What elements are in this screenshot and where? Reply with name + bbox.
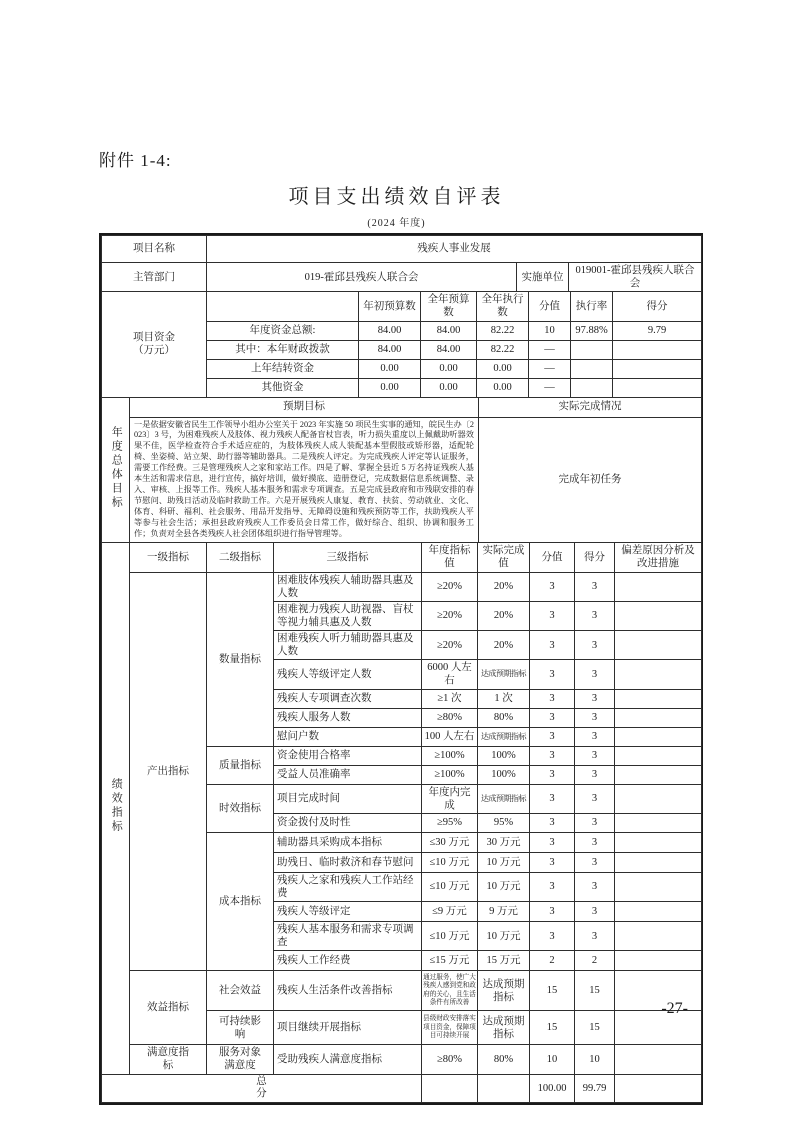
indicator-target: ≥80% bbox=[422, 1045, 478, 1074]
indicator-points: 3 bbox=[575, 902, 615, 922]
total-blank-target bbox=[422, 1074, 478, 1102]
indicator-actual: 达成预期指标 bbox=[478, 660, 530, 689]
department-row bbox=[102, 263, 702, 292]
level2-social: 社会效益 bbox=[207, 971, 274, 1011]
header-level3: 三级指标 bbox=[274, 543, 422, 572]
level2-timeliness: 时效指标 bbox=[207, 784, 274, 832]
funds-row-label-line2: （万元） bbox=[133, 345, 175, 357]
annual-goal-table bbox=[101, 397, 702, 544]
indicator-points: 3 bbox=[575, 689, 615, 708]
funds-col-annual: 全年预算数 bbox=[421, 292, 477, 321]
funds-value: 84.00 bbox=[359, 340, 421, 359]
indicator-name: 困难肢体残疾人辅助器具惠及人数 bbox=[274, 572, 422, 601]
indicator-points: 3 bbox=[575, 813, 615, 832]
project-name-value: 残疾人事业发展 bbox=[207, 236, 702, 263]
indicator-deviation bbox=[615, 813, 702, 832]
indicator-score: 3 bbox=[530, 601, 575, 630]
funds-value bbox=[571, 340, 613, 359]
indicator-points: 3 bbox=[575, 746, 615, 765]
indicator-name: 残疾人之家和残疾人工作站经费 bbox=[274, 872, 422, 901]
impl-value: 019001-霍邱县残疾人联合会 bbox=[569, 263, 702, 292]
funds-value: 0.00 bbox=[477, 359, 529, 378]
funds-value: 9.79 bbox=[613, 321, 702, 340]
indicator-score: 3 bbox=[530, 872, 575, 901]
funds-header-row bbox=[102, 292, 702, 321]
indicator-points: 15 bbox=[575, 1011, 615, 1045]
indicator-score: 3 bbox=[530, 660, 575, 689]
header-level1: 一级指标 bbox=[130, 543, 207, 572]
total-label: 总分 bbox=[102, 1074, 422, 1102]
indicator-target: 年度内完成 bbox=[422, 784, 478, 813]
indicator-row bbox=[102, 1045, 702, 1074]
funds-value: 82.22 bbox=[477, 340, 529, 359]
indicator-name: 慰问户数 bbox=[274, 727, 422, 746]
indicator-score: 2 bbox=[530, 951, 575, 971]
indicator-name: 残疾人生活条件改善指标 bbox=[274, 971, 422, 1011]
total-row bbox=[102, 1074, 702, 1102]
indicator-target: ≥1 次 bbox=[422, 689, 478, 708]
indicator-score: 3 bbox=[530, 746, 575, 765]
total-score: 100.00 bbox=[530, 1074, 575, 1102]
indicator-score: 3 bbox=[530, 689, 575, 708]
page-title: 项目支出绩效自评表 bbox=[288, 186, 505, 208]
project-name-label: 项目名称 bbox=[102, 236, 207, 263]
goal-body-row bbox=[102, 417, 702, 543]
funds-value: 0.00 bbox=[477, 378, 529, 397]
funds-value bbox=[571, 359, 613, 378]
indicator-actual: 20% bbox=[478, 601, 530, 630]
indicator-actual: 1 次 bbox=[478, 689, 530, 708]
indicator-deviation bbox=[615, 746, 702, 765]
indicator-target: ≤15 万元 bbox=[422, 951, 478, 971]
indicator-deviation bbox=[615, 784, 702, 813]
indicator-actual: 15 万元 bbox=[478, 951, 530, 971]
funds-value: 82.22 bbox=[477, 321, 529, 340]
goal-actual-text: 完成年初任务 bbox=[479, 417, 702, 543]
level1-output: 产出指标 bbox=[130, 572, 207, 971]
impl-label: 实施单位 bbox=[517, 263, 569, 292]
indicator-target: ≥20% bbox=[422, 601, 478, 630]
indicator-actual: 80% bbox=[478, 1045, 530, 1074]
indicator-name: 残疾人等级评定 bbox=[274, 902, 422, 922]
level2-cost: 成本指标 bbox=[207, 832, 274, 971]
funds-value: 84.00 bbox=[421, 340, 477, 359]
indicator-deviation bbox=[615, 631, 702, 660]
indicator-score: 3 bbox=[530, 708, 575, 727]
indicator-target: 通过服务，使广大残疾人感到党和政府的关心，且生活条件有所改善 bbox=[422, 971, 478, 1011]
funds-row-label-cell: 其中：本年财政拨款 bbox=[207, 340, 359, 359]
indicators-row-label: 绩效指标 bbox=[102, 543, 130, 1074]
indicator-name: 困难视力残疾人助视器、盲杖等视力辅具惠及人数 bbox=[274, 601, 422, 630]
funds-col-initial: 年初预算数 bbox=[359, 292, 421, 321]
indicator-actual: 30 万元 bbox=[478, 832, 530, 852]
indicator-name: 残疾人工作经费 bbox=[274, 951, 422, 971]
level2-target-group: 服务对象满意度 bbox=[207, 1045, 274, 1074]
funds-row-label bbox=[102, 292, 207, 397]
level2-quality: 质量指标 bbox=[207, 746, 274, 784]
indicator-deviation bbox=[615, 689, 702, 708]
indicator-points: 10 bbox=[575, 1045, 615, 1074]
indicator-actual: 达成预期指标 bbox=[478, 1011, 530, 1045]
indicator-name: 辅助器具采购成本指标 bbox=[274, 832, 422, 852]
indicator-name: 项目完成时间 bbox=[274, 784, 422, 813]
indicator-score: 15 bbox=[530, 1011, 575, 1045]
funds-value: 84.00 bbox=[359, 321, 421, 340]
indicator-deviation bbox=[615, 765, 702, 784]
indicators-header-row bbox=[102, 543, 702, 572]
funds-row-label-cell: 其他资金 bbox=[207, 378, 359, 397]
indicator-target: ≥100% bbox=[422, 765, 478, 784]
indicator-actual: 9 万元 bbox=[478, 902, 530, 922]
indicator-name: 资金拨付及时性 bbox=[274, 813, 422, 832]
indicator-name: 残疾人服务人数 bbox=[274, 708, 422, 727]
level1-benefit: 效益指标 bbox=[130, 971, 207, 1045]
funds-row-label-line1: 项目资金 bbox=[133, 332, 175, 344]
funds-value: 0.00 bbox=[359, 378, 421, 397]
indicator-actual: 10 万元 bbox=[478, 872, 530, 901]
indicator-actual: 80% bbox=[478, 708, 530, 727]
indicator-points: 3 bbox=[575, 601, 615, 630]
indicator-points: 3 bbox=[575, 872, 615, 901]
indicator-points: 3 bbox=[575, 708, 615, 727]
indicator-name: 项目继续开展指标 bbox=[274, 1011, 422, 1045]
goal-expected-text: 一是依据安徽省民生工作领导小组办公室关于 2023 年实施 50 项民生实事的通知，皖民生办〔2023〕3 号，为困难残疾人及肢体、视力残疾人配备盲杖盲表，听力损失重度以上佩戴助听器效果不佳，医学检查符合手术适应症的，为肢体残疾人成人装配基本型假肢或矫形器，适配轮椅、坐姿椅、站立架、助行器等辅助器具。二是残疾人评定。为完成残疾人评定等认证服务，需要工作经费。三是管理残疾人之家和家站工作。四是了解、掌握全县近 5 万名持证残疾人基本生活和需求信息，进行宣传，搞好培训，做好摸底、造册登记，完成数据信息系统调整、录入、审核、上报等工作。残疾人基本服务和需求专项调查。五是完成县政府和市残联安排的春节慰问、助残日活动及临时救助工作。六是开展残疾人康复、教育、扶贫、劳动就业、文化、体育、科研、福利、社会服务、用品开发指导、无障碍设施和残疾预防等工作，扶助残疾人平等参与社会生活；承担县政府残疾人工作委员会日常工作，做好综合、组织、协调和服务工作；负责对全县各类残疾人社会团体组织进行指导管理等。 bbox=[130, 417, 479, 543]
indicator-score: 3 bbox=[530, 631, 575, 660]
indicator-deviation bbox=[615, 832, 702, 852]
total-blank-actual bbox=[478, 1074, 530, 1102]
funds-header-blank bbox=[207, 292, 359, 321]
indicator-points: 3 bbox=[575, 922, 615, 951]
indicator-actual: 10 万元 bbox=[478, 852, 530, 872]
funds-value: 10 bbox=[529, 321, 571, 340]
indicator-target: ≥20% bbox=[422, 572, 478, 601]
indicator-score: 3 bbox=[530, 852, 575, 872]
indicator-deviation bbox=[615, 601, 702, 630]
indicator-actual: 达成预期指标 bbox=[478, 727, 530, 746]
indicator-deviation bbox=[615, 951, 702, 971]
indicator-target: 100 人左右 bbox=[422, 727, 478, 746]
funds-value: 84.00 bbox=[421, 321, 477, 340]
indicator-deviation bbox=[615, 727, 702, 746]
funds-value bbox=[613, 378, 702, 397]
indicator-actual: 100% bbox=[478, 765, 530, 784]
indicator-score: 3 bbox=[530, 832, 575, 852]
level2-quantity: 数量指标 bbox=[207, 572, 274, 746]
funds-value: — bbox=[529, 359, 571, 378]
page-subtitle: (2024 年度) bbox=[367, 218, 426, 229]
indicator-points: 3 bbox=[575, 727, 615, 746]
indicator-target: 6000 人左右 bbox=[422, 660, 478, 689]
funds-value: 0.00 bbox=[421, 359, 477, 378]
indicator-score: 3 bbox=[530, 765, 575, 784]
indicator-points: 3 bbox=[575, 631, 615, 660]
indicator-name: 助残日、临时救济和春节慰问 bbox=[274, 852, 422, 872]
funds-value: — bbox=[529, 378, 571, 397]
indicator-score: 3 bbox=[530, 784, 575, 813]
goal-actual-header: 实际完成情况 bbox=[479, 397, 702, 417]
header-target: 年度指标值 bbox=[422, 543, 478, 572]
funds-row-label-cell: 上年结转资金 bbox=[207, 359, 359, 378]
indicator-score: 15 bbox=[530, 971, 575, 1011]
project-name-row bbox=[102, 236, 702, 263]
indicator-target: ≥80% bbox=[422, 708, 478, 727]
indicator-points: 3 bbox=[575, 660, 615, 689]
indicator-deviation bbox=[615, 572, 702, 601]
dept-label: 主管部门 bbox=[102, 263, 207, 292]
indicator-target: ≥95% bbox=[422, 813, 478, 832]
indicator-target: ≥20% bbox=[422, 631, 478, 660]
indicator-name: 残疾人专项调查次数 bbox=[274, 689, 422, 708]
project-info-table bbox=[101, 235, 702, 292]
indicator-points: 2 bbox=[575, 951, 615, 971]
total-blank-deviation bbox=[615, 1074, 702, 1102]
indicator-points: 3 bbox=[575, 572, 615, 601]
indicator-points: 3 bbox=[575, 765, 615, 784]
goal-expected-header: 预期目标 bbox=[130, 397, 479, 417]
indicator-actual: 10 万元 bbox=[478, 922, 530, 951]
indicator-deviation bbox=[615, 852, 702, 872]
funds-col-points: 得分 bbox=[613, 292, 702, 321]
indicator-points: 3 bbox=[575, 784, 615, 813]
funds-col-score: 分值 bbox=[529, 292, 571, 321]
indicator-actual: 100% bbox=[478, 746, 530, 765]
indicator-target: ≤10 万元 bbox=[422, 872, 478, 901]
indicator-actual: 达成预期指标 bbox=[478, 971, 530, 1011]
funds-col-executed: 全年执行数 bbox=[477, 292, 529, 321]
funds-value bbox=[613, 340, 702, 359]
header-deviation: 偏差原因分析及改进措施 bbox=[615, 543, 702, 572]
indicator-deviation bbox=[615, 1045, 702, 1074]
total-points: 99.79 bbox=[575, 1074, 615, 1102]
indicator-points: 3 bbox=[575, 832, 615, 852]
indicator-row bbox=[102, 572, 702, 601]
funds-row-label-cell: 年度资金总额: bbox=[207, 321, 359, 340]
indicator-target: ≤30 万元 bbox=[422, 832, 478, 852]
indicator-points: 15 bbox=[575, 971, 615, 1011]
funds-value bbox=[571, 378, 613, 397]
header-actual: 实际完成值 bbox=[478, 543, 530, 572]
header-points: 得分 bbox=[575, 543, 615, 572]
indicator-name: 困难残疾人听力辅助器具惠及人数 bbox=[274, 631, 422, 660]
indicator-deviation bbox=[615, 902, 702, 922]
indicator-name: 资金使用合格率 bbox=[274, 746, 422, 765]
funds-value: 97.88% bbox=[571, 321, 613, 340]
dept-value: 019-霍邱县残疾人联合会 bbox=[207, 263, 517, 292]
funds-value: — bbox=[529, 340, 571, 359]
indicator-deviation bbox=[615, 660, 702, 689]
indicator-points: 3 bbox=[575, 852, 615, 872]
indicator-score: 10 bbox=[530, 1045, 575, 1074]
header-score: 分值 bbox=[530, 543, 575, 572]
self-evaluation-table bbox=[99, 233, 703, 1105]
indicator-target: ≤9 万元 bbox=[422, 902, 478, 922]
indicator-score: 3 bbox=[530, 922, 575, 951]
indicator-target: ≤10 万元 bbox=[422, 852, 478, 872]
indicator-name: 受益人员准确率 bbox=[274, 765, 422, 784]
funds-value: 0.00 bbox=[359, 359, 421, 378]
indicator-actual: 20% bbox=[478, 631, 530, 660]
page-number: -27- bbox=[661, 1000, 688, 1017]
level1-satisfaction: 满意度指标 bbox=[130, 1045, 207, 1074]
indicator-target: ≥100% bbox=[422, 746, 478, 765]
goal-header-row bbox=[102, 397, 702, 417]
indicator-score: 3 bbox=[530, 572, 575, 601]
indicator-score: 3 bbox=[530, 727, 575, 746]
indicator-score: 3 bbox=[530, 813, 575, 832]
indicator-deviation bbox=[615, 872, 702, 901]
attachment-label: 附件 1-4: bbox=[99, 151, 172, 170]
funds-table bbox=[101, 291, 702, 397]
indicator-actual: 达成预期指标 bbox=[478, 784, 530, 813]
indicator-name: 受助残疾人满意度指标 bbox=[274, 1045, 422, 1074]
indicator-deviation bbox=[615, 922, 702, 951]
header-level2: 二级指标 bbox=[207, 543, 274, 572]
level2-sustain: 可持续影响 bbox=[207, 1011, 274, 1045]
indicator-score: 3 bbox=[530, 902, 575, 922]
funds-value: 0.00 bbox=[421, 378, 477, 397]
funds-col-rate: 执行率 bbox=[571, 292, 613, 321]
indicator-actual: 20% bbox=[478, 572, 530, 601]
funds-value bbox=[613, 359, 702, 378]
indicator-actual: 95% bbox=[478, 813, 530, 832]
goal-row-label: 年度总体目标 bbox=[102, 397, 130, 543]
indicators-table bbox=[101, 542, 702, 1102]
indicator-target: 县级财政安排落实项目资金，保障项目可持续开展 bbox=[422, 1011, 478, 1045]
indicator-name: 残疾人基本服务和需求专项调查 bbox=[274, 922, 422, 951]
indicator-deviation bbox=[615, 708, 702, 727]
indicator-name: 残疾人等级评定人数 bbox=[274, 660, 422, 689]
indicator-target: ≤10 万元 bbox=[422, 922, 478, 951]
